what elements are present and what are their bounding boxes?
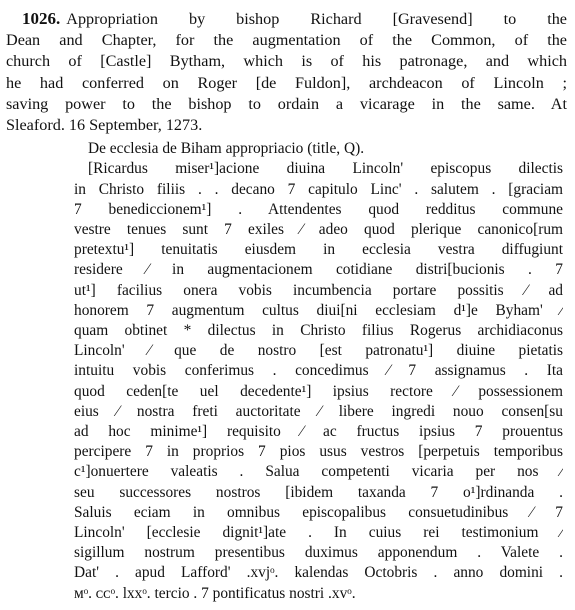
latin-line: seu successores nostros [ibidem taxanda 7 o¹]rdinanda . (74, 483, 563, 501)
latin-line: ut¹] facilius onera vobis incumbencia portare possitis ⁄ ad (74, 281, 563, 299)
latin-line: [Ricardus miser¹]acione diuina Lincoln' episcopus dilectis (88, 160, 563, 178)
latin-line: sigillum nostrum presentibus duximus apponendum . Valete . (74, 544, 563, 562)
latin-line: vestre tenues sunt 7 exiles ⁄ adeo quod plerique canonico[rum (74, 221, 563, 239)
entry-heading (6, 8, 567, 136)
latin-line: ad hoc minime¹] requisito ⁄ ac fructus ipsius 7 prouentus (74, 423, 563, 441)
heading-line-6: Sleaford. 16 September, 1273. (6, 116, 203, 135)
latin-line: intuitu vobis conferimus . concedimus ⁄ 7 assignamus . Ita (74, 362, 563, 380)
latin-line: eius ⁄ nostra freti auctoritate ⁄ libere ingredi nouo consen[su (74, 402, 563, 420)
heading-line-4: he had conferred on Roger [de Fuldon], archdeacon of Lincoln ; (6, 73, 567, 92)
latin-line: Saluis eciam in omnibus episcopalibus consuetudinibus ⁄ 7 (74, 503, 563, 521)
latin-title-line: De ecclesia de Biham appropriacio (title, Q). (88, 140, 365, 158)
latin-line: percipere 7 in proprios 7 pios usus vestros [perpetuis temporibus (74, 443, 563, 461)
latin-line: ᴍᵒ. ᴄᴄᵒ. lxxᵒ. tercio . 7 pontificatus nostri .xvᵒ. (74, 584, 356, 602)
latin-line: residere ⁄ in augmentacionem cotidiane distri[bucionis . 7 (74, 261, 563, 279)
latin-line: quam obtinet * dilectus in Christo filius Rogerus archidiaconus (74, 322, 563, 340)
latin-line: pretextu¹] tenuitatis eiusdem in ecclesia vestra diffugiunt (74, 241, 563, 259)
latin-line: in Christo filiis . . decano 7 capitulo Linc' . salutem . [graciam (74, 180, 563, 198)
latin-line: c¹]onuertere valeatis . Salua competenti vicaria per nos ⁄ (74, 463, 563, 481)
latin-text (6, 139, 567, 604)
heading-line-1: 1026. Appropriation by bishop Richard [Gravesend] to the (22, 9, 567, 28)
latin-line: Dat' . apud Lafford' .xvjᵒ. kalendas Octobris . anno domini . (74, 564, 563, 582)
entry-number: 1026. (22, 9, 61, 28)
latin-line: 7 benediccionem¹] . Attendentes quod redditus commune (74, 200, 563, 218)
heading-line-5: saving power to the bishop to ordain a vicarage in the same. At (6, 94, 567, 113)
heading-line-3: church of [Castle] Bytham, which is of his patronage, and which (6, 52, 567, 71)
latin-line: honorem 7 augmentum cultus diui[ni ecclesiam d¹]e Byham' ⁄ (74, 301, 563, 319)
heading-line-2: Dean and Chapter, for the augmentation of the Common, of the (6, 31, 567, 50)
latin-line: quod ceden[te uel decedente¹] ipsius rectore ⁄ possessionem (74, 382, 563, 400)
latin-line: Lincoln' ⁄ que de nostro [est patronatu¹] diuine pietatis (74, 342, 563, 360)
latin-line: Lincoln' [ecclesie dignit¹]ate . In cuius rei testimonium ⁄ (74, 524, 563, 542)
